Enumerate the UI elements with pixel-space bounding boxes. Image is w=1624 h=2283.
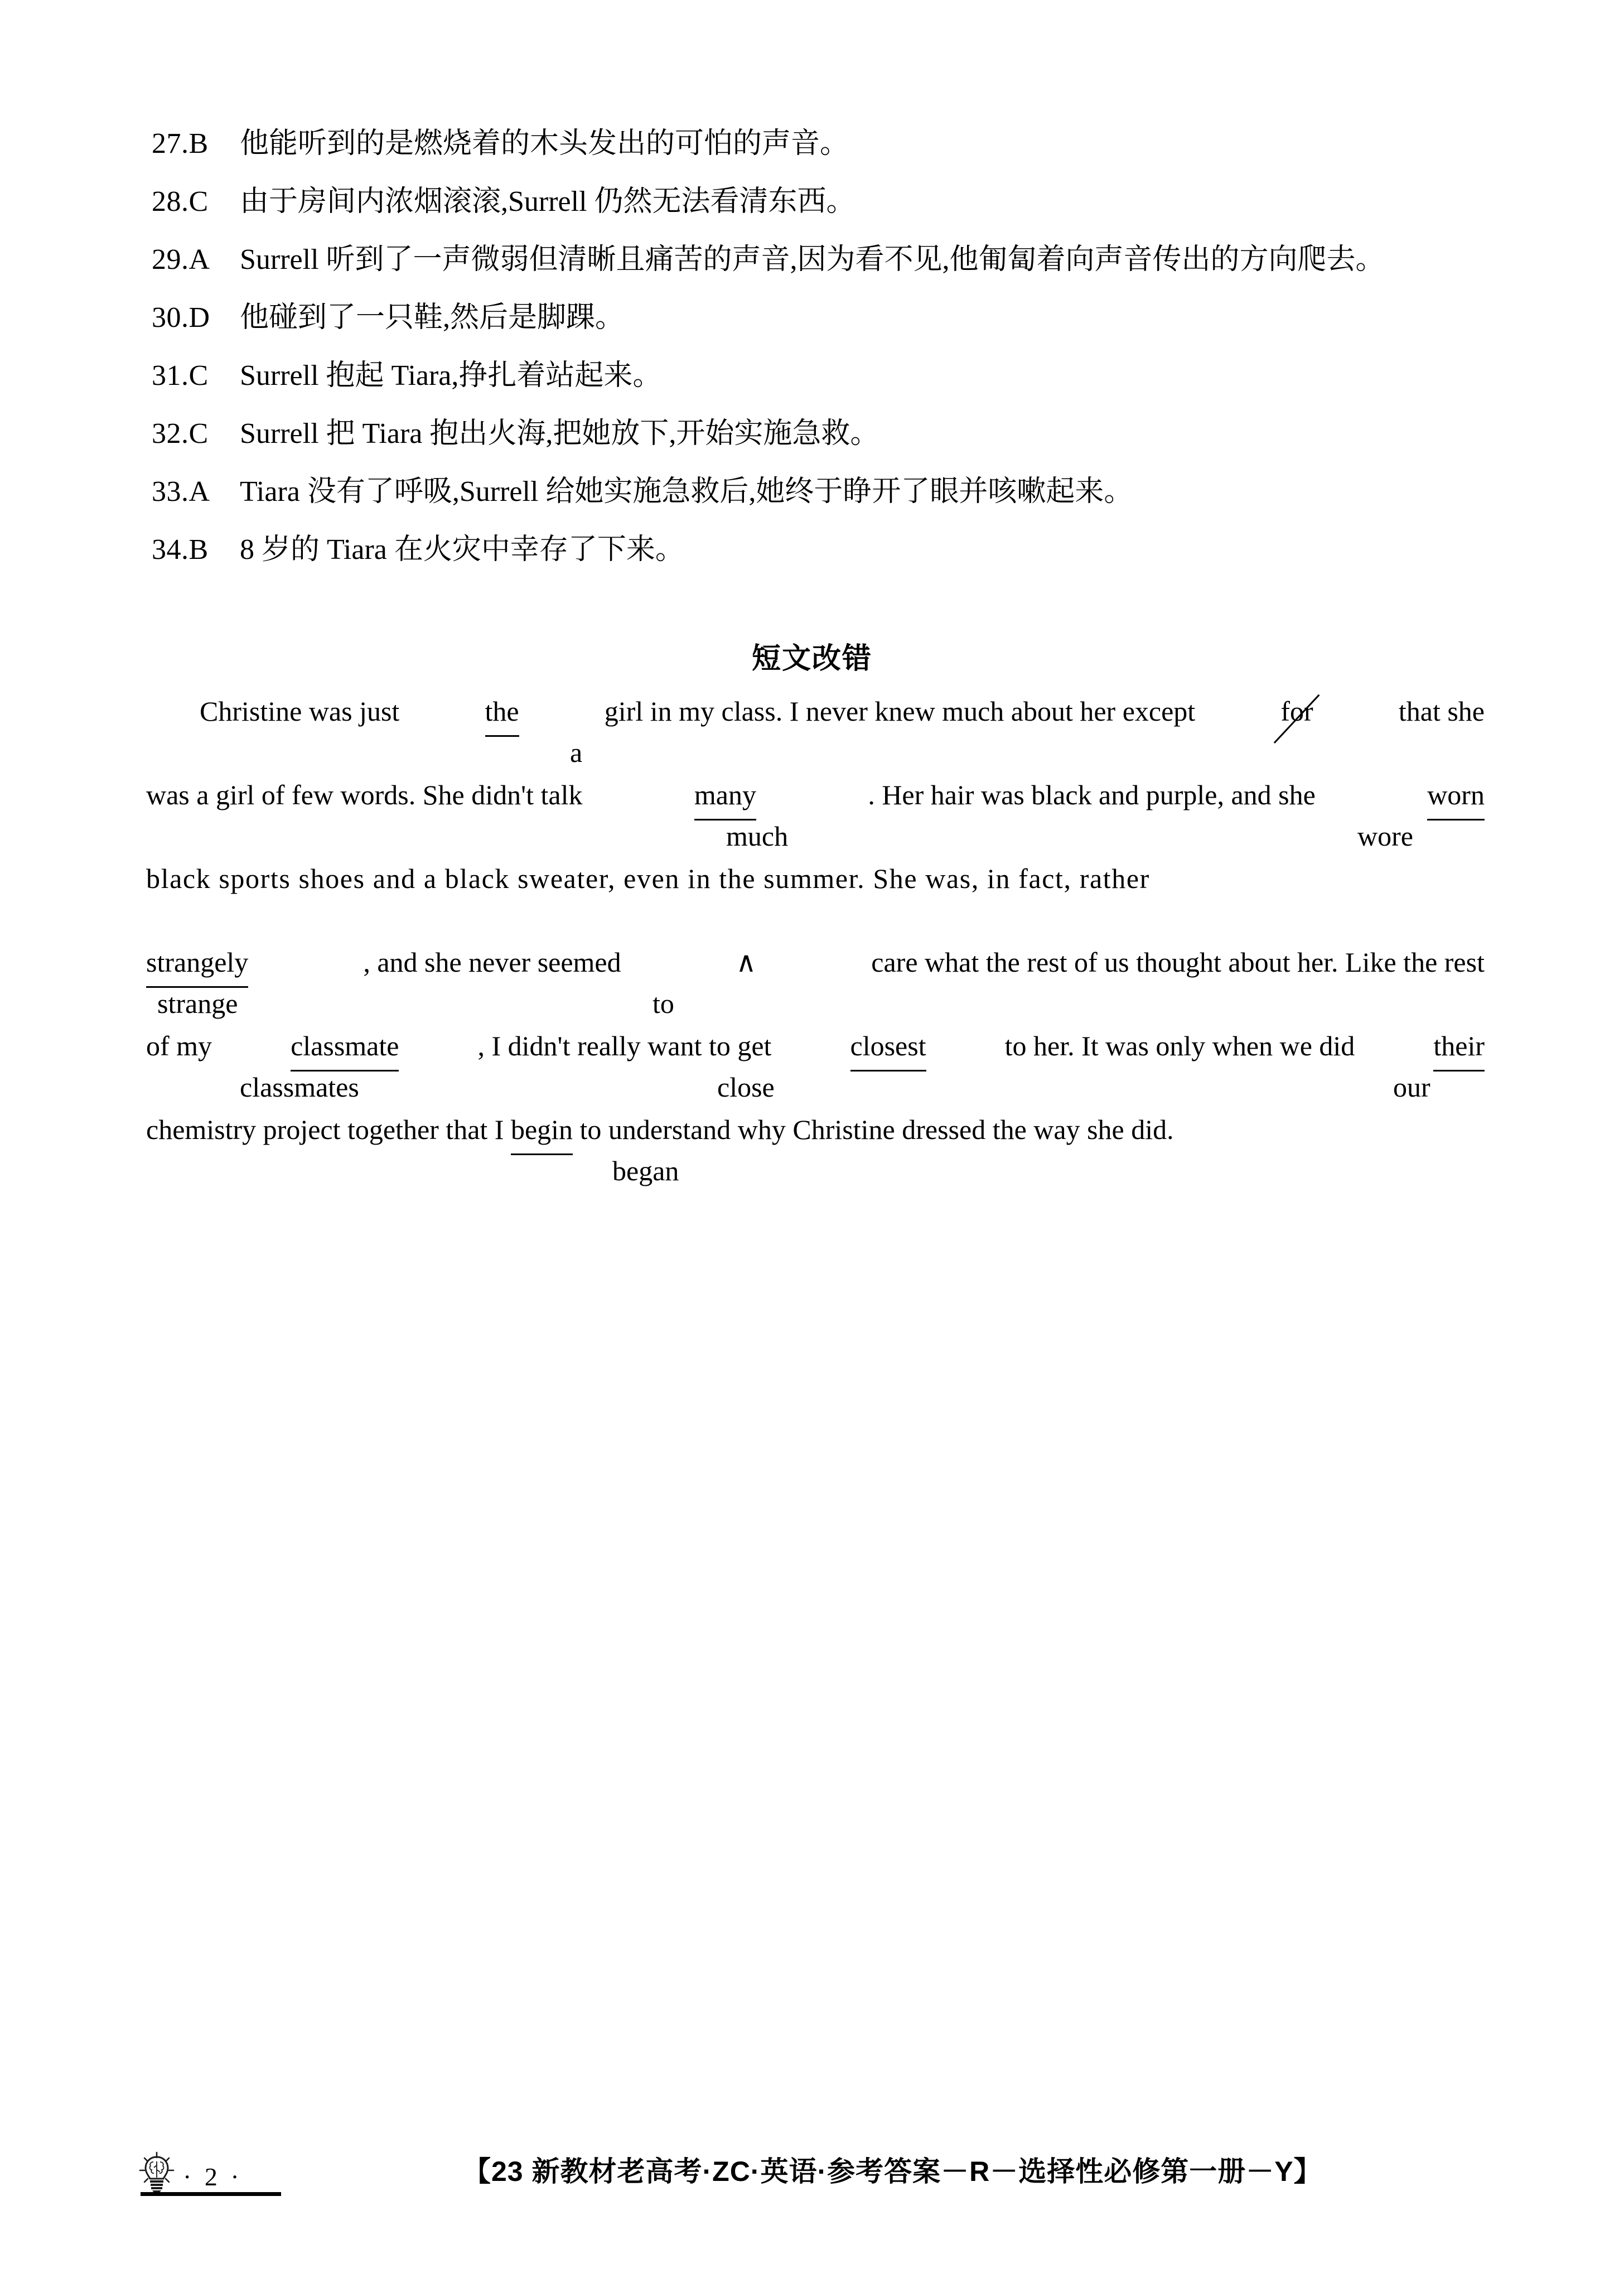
passage-line-text	[146, 774, 1485, 820]
passage-text-segment: was a girl of few words. She didn't talk	[146, 779, 583, 810]
passage-line-text	[146, 1109, 1485, 1155]
insertion-caret-icon: ∧	[736, 947, 757, 978]
error-word-worn: worn	[1427, 774, 1485, 820]
answer-explanation-text: 由于房间内浓烟滚滚,Surrell 仍然无法看清东西。	[240, 186, 856, 218]
passage-line	[146, 1025, 1485, 1109]
correction-to: to	[652, 988, 674, 1019]
error-word-strangely: strangely	[146, 942, 248, 988]
passage-text-segment: Christine was just	[200, 696, 400, 727]
passage-line	[146, 942, 1485, 1025]
correction-classmates: classmates	[240, 1071, 359, 1103]
footer-imprint-text: 【23 新教材老高考·ZC·英语·参考答案－R－选择性必修第一册－Y】	[463, 2156, 1322, 2187]
correction-began: began	[612, 1155, 679, 1186]
correction-close: close	[717, 1071, 775, 1103]
answer-number: 33.A	[152, 476, 210, 508]
lightbulb-brain-icon	[138, 2151, 175, 2197]
error-word-closest: closest	[850, 1025, 926, 1071]
answer-row	[152, 352, 1479, 400]
section-heading-proofreading: 短文改错	[751, 643, 872, 675]
passage-text-segment: to understand why Christine dressed the way she did.	[579, 1114, 1174, 1145]
passage-text-segment: chemistry project together that I	[146, 1114, 504, 1145]
passage-line	[146, 774, 1485, 858]
passage-text-segment: care what the rest of us thought about her. Like the rest	[871, 947, 1485, 978]
answer-explanation-text: Tiara 没有了呼吸,Surrell 给她实施急救后,她终于睁开了眼并咳嗽起来。	[240, 476, 1133, 508]
passage-text-segment: black sports shoes and a black sweater, even in the summer. She was, in fact, rather	[146, 863, 1150, 894]
answer-number: 31.C	[152, 360, 209, 392]
passage-text-segment: , and she never seemed	[363, 947, 621, 978]
passage-line	[146, 691, 1485, 774]
deleted-word-for: for	[1280, 691, 1313, 737]
answer-row	[152, 294, 1479, 342]
answer-row	[152, 120, 1479, 168]
answer-explanation-text: Surrell 把 Tiara 抱出火海,把她放下,开始实施急救。	[240, 418, 879, 450]
page-footer	[0, 2117, 1624, 2200]
passage-line-text	[146, 858, 1485, 899]
passage-line-text	[146, 1025, 1485, 1071]
passage-line	[146, 1109, 1485, 1187]
answer-explanation-text: 他碰到了一只鞋,然后是脚踝。	[240, 302, 625, 334]
answer-row	[152, 410, 1479, 458]
correction-a: a	[570, 737, 583, 768]
passage-text-segment: , I didn't really want to get	[477, 1030, 772, 1061]
answer-number: 28.C	[152, 186, 209, 218]
correction-strange: strange	[157, 988, 238, 1019]
answer-number: 34.B	[152, 534, 209, 566]
answer-row	[152, 236, 1479, 284]
error-word-begin: begin	[511, 1109, 573, 1155]
answer-explanation-text: Surrell 抱起 Tiara,挣扎着站起来。	[240, 360, 662, 392]
error-word-their: their	[1433, 1025, 1485, 1071]
correction-wore: wore	[1357, 820, 1413, 852]
passage-text-segment: of my	[146, 1030, 212, 1061]
answer-number: 30.D	[152, 302, 210, 334]
error-word-many: many	[694, 774, 756, 820]
correction-our: our	[1393, 1071, 1430, 1103]
answer-row	[152, 178, 1479, 226]
passage-text-segment: that she	[1398, 696, 1485, 727]
passage-text-segment: girl in my class. I never knew much about her except	[604, 696, 1196, 727]
passage-line-text	[146, 691, 1485, 737]
answer-row	[152, 526, 1479, 574]
error-word-the: the	[485, 691, 519, 737]
answer-number: 27.B	[152, 128, 209, 160]
proofreading-passage	[146, 691, 1485, 1187]
passage-text-segment: . Her hair was black and purple, and she	[868, 779, 1316, 810]
answer-explanations-list	[152, 120, 1479, 584]
page-number: · 2 ·	[183, 2163, 243, 2191]
passage-line	[146, 858, 1485, 942]
footer-divider-rule	[141, 2192, 281, 2196]
error-word-classmate: classmate	[291, 1025, 399, 1071]
answer-row	[152, 468, 1479, 516]
answer-number: 29.A	[152, 244, 210, 276]
passage-line-text	[146, 942, 1485, 988]
answer-explanation-text: Surrell 听到了一声微弱但清晰且痛苦的声音,因为看不见,他匍匐着向声音传出的方向爬去。	[240, 244, 1385, 276]
passage-text-segment: to her. It was only when we did	[1004, 1030, 1355, 1061]
answer-explanation-text: 8 岁的 Tiara 在火灾中幸存了下来。	[240, 534, 684, 566]
correction-much: much	[726, 820, 789, 852]
answer-number: 32.C	[152, 418, 209, 450]
answer-explanation-text: 他能听到的是燃烧着的木头发出的可怕的声音。	[240, 128, 849, 160]
